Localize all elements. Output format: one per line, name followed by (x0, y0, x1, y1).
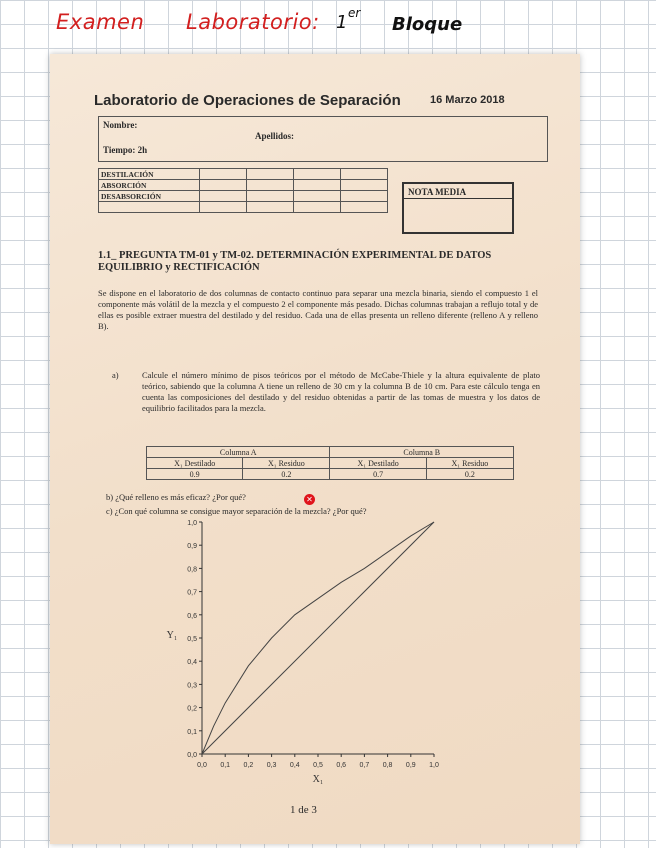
table-cell: 0.7 (330, 469, 426, 480)
x-tick-label: 0,1 (220, 762, 231, 769)
table-row (99, 169, 388, 180)
question-heading: 1.1_ PREGUNTA TM-01 y TM-02. DETERMINACIÓN EXPERIMENTAL DE DATOS EQUILIBRIO y RECTIFICACIÓN (98, 250, 492, 273)
student-info-box (98, 116, 548, 162)
red-cross-mark: ✕ (304, 494, 315, 505)
grades-table (98, 168, 388, 213)
y-tick-label: 0,4 (187, 659, 197, 667)
question-part-b: b) ¿Qué relleno es más eficaz? ¿Por qué? (106, 492, 246, 502)
y-tick-label: 0,3 (187, 682, 197, 690)
table-cell: 0.2 (426, 469, 513, 480)
header-word-examen: Examen (56, 10, 145, 34)
y-tick-label: 0,2 (187, 705, 197, 713)
question-part-a: Calcule el número mínimo de pisos teóricos por el método de McCabe-Thiele y la altura equivalente de plato teórico, sabiendo que la columna A tiene un relleno de 30 cm y la columna B de 10 cm. Para este cálculo tenga en cuenta las composiciones del destilado y del residuo obtenidas a partir de las tomas de muestra y los datos de equilibrio facilitados para la mezcla. (142, 370, 540, 413)
table-row (99, 191, 388, 202)
y-axis-label: Y₁ (166, 630, 178, 641)
table-header-cell: X₁ Destilado (147, 458, 243, 469)
y-tick-label: 0,7 (187, 589, 197, 597)
diagonal-line (202, 522, 434, 754)
x-tick-label: 0,7 (359, 762, 370, 769)
table-header-cell: X₁ Destilado (330, 458, 426, 469)
x-tick-label: 0,9 (405, 762, 416, 769)
column-a-header: Columna A (147, 447, 330, 458)
table-row (147, 447, 514, 458)
row-label: DESABSORCIÓN (99, 191, 200, 202)
table-row (147, 469, 514, 480)
y-tick-label: 0,8 (187, 566, 197, 574)
table-row (147, 458, 514, 469)
nota-media-box (402, 182, 514, 234)
column-b-header: Columna B (330, 447, 514, 458)
header-block-superscript: er (348, 6, 361, 20)
x-axis-label: X₁ (312, 774, 324, 785)
columns-table (146, 446, 514, 480)
x-tick-label: 0,6 (336, 762, 347, 769)
header-word-laboratorio: Laboratorio: (186, 10, 320, 34)
surname-label: Apellidos: (255, 131, 295, 141)
y-tick-label: 0,9 (187, 543, 197, 551)
x-tick-label: 0,3 (266, 762, 277, 769)
y-tick-label: 1,0 (187, 520, 197, 527)
table-cell: 0.9 (147, 469, 243, 480)
x-tick-label: 0,2 (243, 762, 254, 769)
x-tick-label: 0,8 (382, 762, 393, 769)
header-word-bloque: Bloque (392, 14, 463, 35)
x-tick-label: 0,0 (197, 762, 207, 769)
nota-media-label: NOTA MEDIA (408, 187, 467, 197)
equilibrium-chart (160, 514, 450, 814)
question-intro: Se dispone en el laboratorio de dos columnas de contacto continuo para separar una mezcla binaria, siendo el compuesto 1 el componente más volátil de la mezcla y el compuesto 2 el componente más pesado. Dichas columnas trabajan a reflujo total y de ellas es posible extraer muestra del destilado y del residuo. Cada una de ellas presenta un relleno diferente (relleno A y relleno B). (98, 288, 538, 331)
exam-paper (50, 54, 580, 844)
question-part-c: c) ¿Con qué columna se consigue mayor separación de la mezcla? ¿Por qué? (106, 506, 367, 516)
table-row (99, 202, 388, 213)
time-label: Tiempo: 2h (103, 145, 148, 155)
name-label: Nombre: (103, 120, 138, 130)
table-row (99, 180, 388, 191)
page-number: 1 de 3 (290, 804, 317, 816)
handwritten-header (0, 0, 656, 46)
x-tick-label: 0,5 (313, 762, 323, 769)
row-label: DESTILACIÓN (99, 169, 200, 180)
y-tick-label: 0,6 (187, 612, 197, 620)
table-header-cell: X₁ Residuo (243, 458, 330, 469)
table-header-cell: X₁ Residuo (426, 458, 513, 469)
table-cell: 0.2 (243, 469, 330, 480)
y-tick-label: 0,0 (187, 752, 197, 759)
exam-date: 16 Marzo 2018 (430, 94, 505, 106)
y-tick-label: 0,5 (187, 636, 197, 643)
part-a-marker: a) (112, 370, 119, 380)
x-tick-label: 1,0 (429, 762, 439, 769)
x-tick-label: 0,4 (289, 762, 300, 769)
exam-title: Laboratorio de Operaciones de Separación (94, 92, 401, 109)
header-block-number: 1 (336, 12, 348, 33)
row-label: ABSORCIÓN (99, 180, 200, 191)
y-tick-label: 0,1 (187, 728, 197, 736)
